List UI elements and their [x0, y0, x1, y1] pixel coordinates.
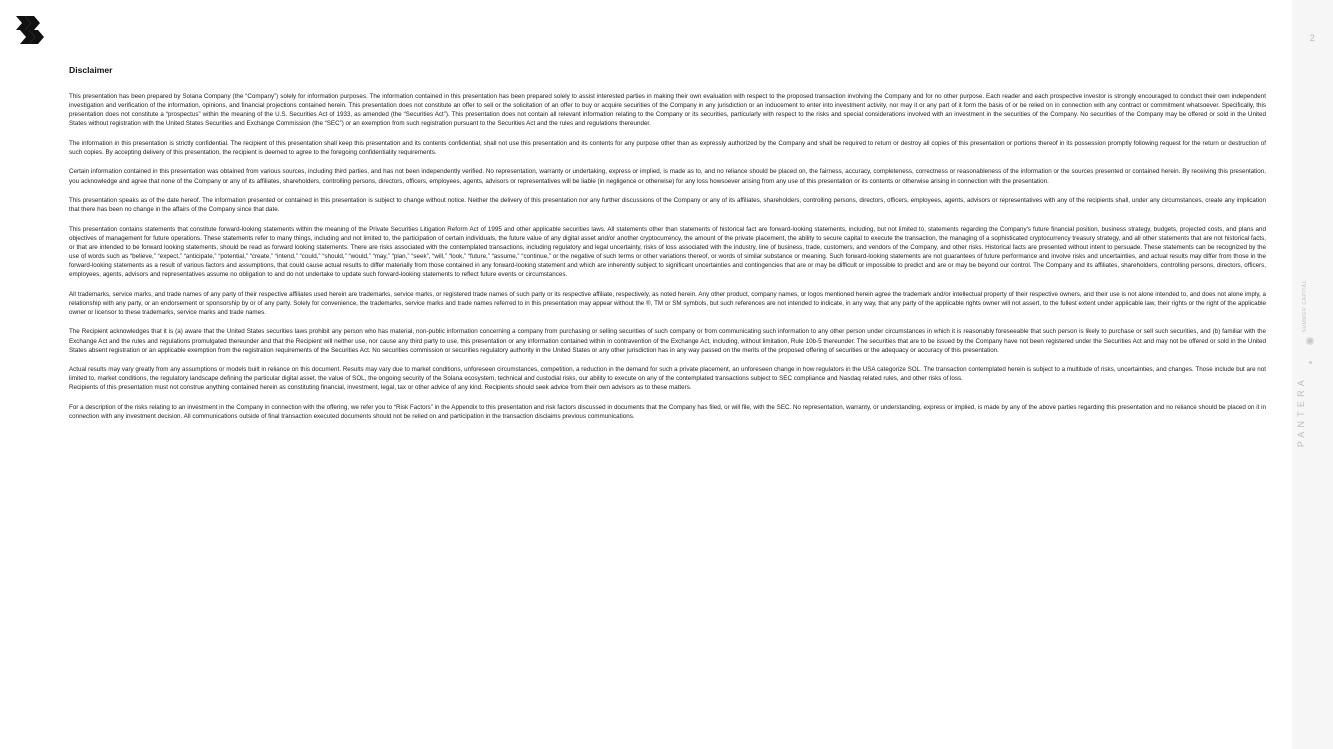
disclaimer-paragraph: This presentation contains statements that constitute forward-looking statements within the meaning of the Private Securities Litigation Reform Act of 1995 and other applicable securities laws. All statements other than statements of historical fact are forward-looking statements, including, but not limited to, statements regarding the Company's future financial position, business strategy, budgets, projected costs, and plans and objectives of management for future operations. These statements refer to many things, including and not limited to, the participation of certain individuals, the future value of any digital asset and/or another cryptocurrency, the amount of the private placement, the ability to secure capital to execute the transaction, the managing of a sophisticated cryptocurrency treasury strategy, and all other statements that are not historical facts, or that are intended to be forward looking statements, should be read as forward looking statements. There are risks associated with the contemplated transactions, including regulatory and legal uncertainty, risks of loss associated with the industry, line of business, trade, customers, and vendors of the Company, and other risks. Historical facts are presented without intent to persuade. These statements can be recognized by the use of words such as “believe,” “expect,” “anticipate,” “potential,” “create,” “intend,” “could,” “should,” “would,” “may,” “plan,” “seek”, “will,” “look,” “future,” “assume,” “continue,” or the negative of such terms or other variations thereof, or words of similar substance or meaning. Such forward-looking statements are not guarantees of future performance and involve risks and uncertainties, and actual results may differ from those in the forward-looking statements as a result of various factors and assumptions, that could cause actual results to differ materially from those contained in any forward-looking statement and which are inherently subject to significant uncertainties and contingencies that are or may be difficult or impossible to predict and are or may be beyond our control. The Company and its affiliates, shareholders, controlling persons, directors, officers, employees, agents, advisors and representatives assume no obligation to and do not undertake to update such forward-looking statements to reflect future events or circumstances.: [69, 225, 1266, 279]
disclaimer-paragraph: This presentation speaks as of the date hereof. The information presented or contained in this presentation is subject to change without notice. Neither the delivery of this presentation nor any further discussions of the Company or any of its affiliates, shareholders, controlling persons, directors, officers, employees, agents, advisors or representatives with any of the recipients shall, under any circumstances, create any implication that there has been no change in the affairs of the Company since that date.: [69, 197, 1266, 214]
disclaimer-paragraph: For a description of the risks relating to an investment in the Company in connection with the offering, we refer you to “Risk Factors” in the Appendix to this presentation and risk factors discussed in documents that the Company has filed, or will file, with the SEC. No representation, warranty, or understanding, express or implied, is made by any of the above parties regarding this presentation and no reliance should be placed on it in connection with any investment decision. All communications outside of final transaction executed documents should not be relied on and participation in the transaction disclaims previous communications.: [69, 403, 1266, 420]
brand-name: PANTERA: [1296, 376, 1306, 448]
brand-subtitle: SUMMER CAPITAL: [1302, 280, 1308, 333]
disclaimer-paragraph: The information in this presentation is strictly confidential. The recipient of this presentation shall keep this presentation and its contents confidential, shall not use this presentation and its contents for any purpose other than as expressly authorized by the Company and shall be required to return or destroy all copies of this presentation or portions thereof in its possession promptly following request for the return or destruction of such copies. By accepting delivery of this presentation, the recipient is deemed to agree to the foregoing confidentiality requirements.: [69, 139, 1266, 156]
disclaimer-content: [69, 65, 1266, 432]
separator-dot: [1309, 361, 1312, 364]
disclaimer-paragraph: Recipients of this presentation must not construe anything contained herein as constituting financial, investment, legal, tax or other advice of any kind. Recipients should seek advice from their own advisors as to these matters.: [69, 384, 692, 392]
disclaimer-paragraph: All trademarks, service marks, and trade names of any party of their respective affiliates used herein are trademarks, service marks, or registered trade names of such party or its respective affiliate, respectively, as noted herein. Any other product, company names, or logos mentioned herein agree the trademark and/or intellectual property of their respective owners, and their use is not alone intended to, and does not alone imply, a relationship with any party, or an endorsement or sponsorship by or of any party. Solely for convenience, the trademarks, service marks and trade names referred to in this presentation may appear without the ®, TM or SM symbols, but such references are not intended to indicate, in any way, that any party of the applicable rights owner will not assert, to the fullest extent under applicable law, their rights or the right of the applicable owner or licensor to these trademarks, service marks and trade names.: [69, 290, 1266, 316]
page-title: Disclaimer: [69, 65, 113, 75]
disclaimer-paragraph: Actual results may vary greatly from any assumptions or models built in reliance on this document. Results may vary due to market conditions, unforeseen circumstances, competition, a reduction in the demand for such a private placement, an unforeseen change in how regulators in the USA categorize SOL. The transaction contemplated herein is subject to a multitude of risks, uncertainties, and changes. Those include but are not limited to, market conditions, the regulatory landscape defining the particular digital asset, the value of SOL, the ongoing security of the Solana ecosystem, technical and custodial risks, our ability to execute on any of the contemplated transactions subject to SEC compliance and Nasdaq related rules, and other risks of loss.: [69, 366, 1266, 383]
brand-vertical: [1298, 280, 1328, 470]
disclaimer-paragraph: Certain information contained in this presentation was obtained from various sources, including third parties, and has not been independently verified. No representation, warranty or undertaking, express or implied, is made as to, and no reliance should be placed on, the fairness, accuracy, completeness, correctness or reasonableness of the information or the sources presented or contained herein. By receiving this presentation, you acknowledge and agree that none of the Company or any of its affiliates, shareholders, controlling persons, directors, officers, employees, agents, advisors or representatives will be liable (in negligence or otherwise) for any loss howsoever arising from any use of this presentation or its contents or otherwise arising in connection with the presentation.: [69, 168, 1266, 185]
sun-burst-icon: ✺: [1305, 336, 1315, 348]
disclaimer-paragraph: The Recipient acknowledges that it is (a) aware that the United States securities laws prohibit any person who has material, non-public information concerning a company from purchasing or selling securities of such company or from communicating such information to any other person under circumstances in which it is reasonably foreseeable that such person is likely to purchase or sell such securities, and (b) familiar with the Exchange Act and the rules and regulations promulgated thereunder and that the Recipient will neither use, nor cause any third party to use, this presentation or any information contained within in contravention of the Exchange Act, including, without limitation, Rule 10b-5 thereunder. The securities that are to be issued by the Company have not been registered under the Securities Act and may not be offered or sold in the United States absent registration or an applicable exemption from the registration requirements of the Securities Act. No securities commission or securities regulatory authority in the United States or any other jurisdiction has in any way passed on the merits of the proposed offering of securities or the adequacy or accuracy of this presentation.: [69, 328, 1266, 354]
double-chevron-logo-icon: [15, 15, 45, 45]
page-number: 2: [1309, 33, 1316, 43]
disclaimer-paragraph: This presentation has been prepared by Solana Company (the “Company”) solely for information purposes. The information contained in this presentation has been prepared solely to assist interested parties in making their own evaluation with respect to the proposed transaction involving the Company and for no other purpose. Each reader and each prospective investor is strongly encouraged to conduct their own independent investigation and verification of the information, opinions, and financial projections contained herein. This presentation does not constitute an offer to sell or the solicitation of an offer to buy or acquire securities of the Company in any jurisdiction or an inducement to enter into investment activity, nor may it or any part of it form the basis of or be relied on in connection with any contract or commitment whatsoever. Specifically, this presentation does not constitute a “prospectus” within the meaning of the U.S. Securities Act of 1933, as amended (the “Securities Act”). This presentation does not contain all relevant information relating to the Company or its securities, particularly with respect to the risks and special considerations involved with an investment in the securities of the Company. No securities of the Company may be offered or sold in the United States without registration with the United States Securities and Exchange Commission (the “SEC”) or an exemption from such registration pursuant to the Securities Act and the rules and regulations thereunder.: [69, 93, 1266, 128]
